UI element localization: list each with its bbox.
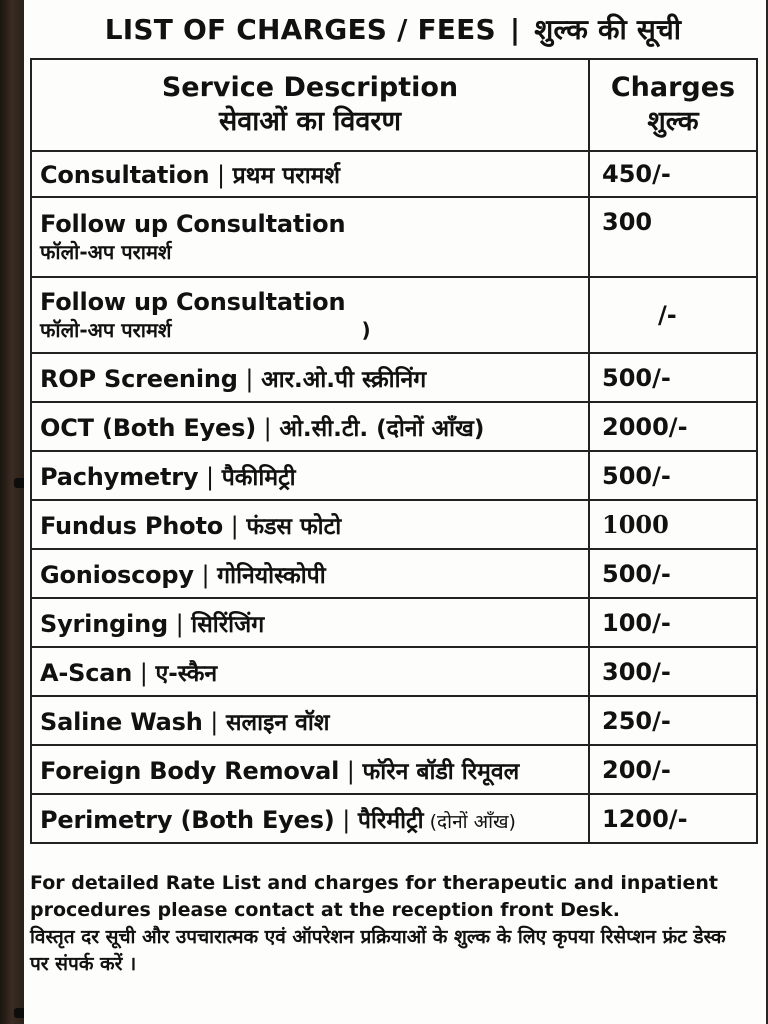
price-cell: 250/- [589, 696, 757, 745]
service-separator: | [209, 161, 233, 189]
service-en: ROP Screening [40, 364, 238, 393]
title-separator: | [509, 12, 521, 46]
service-en: Perimetry (Both Eyes) [40, 805, 335, 834]
service-en: OCT (Both Eyes) [40, 413, 256, 442]
service-separator: | [334, 805, 358, 834]
service-separator: | [237, 364, 262, 393]
service-separator: | [223, 511, 247, 540]
service-cell [31, 794, 589, 843]
service-en: Gonioscopy [40, 560, 194, 589]
service-separator: | [193, 560, 218, 589]
service-hi: आर.ओ.पी स्क्रीनिंग [261, 366, 427, 393]
price-cell: 200/- [589, 745, 757, 794]
table-row [31, 197, 757, 277]
service-cell [31, 277, 589, 353]
price-cell: 300/- [589, 647, 757, 696]
service-hi: फॉरेन बॉडी रिमूवल [362, 758, 520, 785]
service-hi: ए-स्कैन [155, 660, 218, 687]
table-row [31, 451, 757, 500]
service-en: Fundus Photo [40, 511, 224, 540]
charges-table [30, 58, 758, 844]
service-cell [31, 151, 589, 197]
service-en: Syringing [40, 609, 168, 638]
title-english: LIST OF CHARGES / FEES [104, 12, 496, 46]
header-description-en: Service Description [161, 72, 459, 103]
service-cell [31, 197, 589, 277]
service-hi: फॉलो-अप परामर्श [40, 239, 172, 264]
service-cell [31, 451, 589, 500]
price-cell: 100/- [589, 598, 757, 647]
header-charges [589, 59, 757, 151]
service-hi: फंडस फोटो [246, 513, 342, 540]
service-separator: | [198, 462, 222, 491]
service-en: Follow up Consultation [40, 287, 346, 316]
table-row [31, 277, 757, 353]
header-charges-hi: शुल्क [647, 106, 699, 137]
service-separator: | [255, 413, 280, 442]
service-hi-line [40, 316, 580, 343]
service-hi: सलाइन वॉश [225, 709, 330, 736]
table-header-row [31, 59, 757, 151]
note-hindi: विस्तृत दर सूची और उपचारात्मक एवं ऑपरेशन प्रक्रियाओं के शुल्क के लिए कृपया रिसेप्शन फ्रंट डेस्क पर संपर्क करें । [30, 926, 726, 975]
service-separator: | [202, 707, 226, 736]
service-hi-suffix: ) [361, 317, 371, 342]
service-en: Pachymetry [40, 462, 199, 491]
price-cell: 300 [589, 197, 757, 277]
price-cell: 1200/- [589, 794, 757, 843]
service-hi: पैरिमीट्री [357, 807, 424, 834]
header-charges-en: Charges [610, 72, 736, 103]
service-cell [31, 402, 589, 451]
service-hi: गोनियोस्कोपी [217, 562, 326, 589]
header-description [31, 59, 589, 151]
table-row [31, 151, 757, 197]
service-en: Consultation [40, 161, 210, 189]
page-title [30, 0, 756, 58]
title-hindi: शुल्क की सूची [534, 13, 682, 46]
table-row [31, 794, 757, 843]
service-hi: सिरिंजिंग [191, 611, 265, 638]
service-separator: | [132, 658, 156, 687]
service-separator: | [167, 609, 192, 638]
header-description-hi: सेवाओं का विवरण [219, 106, 401, 137]
price-cell: 500/- [589, 549, 757, 598]
service-cell [31, 696, 589, 745]
service-hi: प्रथम परामर्श [232, 163, 341, 189]
price-cell: 500/- [589, 451, 757, 500]
service-hi: फॉलो-अप परामर्श [40, 317, 172, 342]
service-cell [31, 647, 589, 696]
service-cell [31, 353, 589, 402]
service-cell [31, 598, 589, 647]
service-hi: पैकीमिट्री [221, 464, 296, 491]
service-en: Follow up Consultation [40, 209, 346, 238]
table-row [31, 402, 757, 451]
table-row [31, 353, 757, 402]
table-row [31, 745, 757, 794]
service-cell [31, 549, 589, 598]
price-cell: 1000 [589, 500, 757, 549]
table-row [31, 598, 757, 647]
price-cell: 2000/- [589, 402, 757, 451]
service-cell [31, 745, 589, 794]
table-row [31, 647, 757, 696]
service-cell [31, 500, 589, 549]
service-hi: ओ.सी.टी. (दोनों आँख) [279, 415, 485, 442]
service-separator: | [339, 756, 363, 785]
service-hi-suffix: (दोनों आँख) [423, 810, 516, 833]
service-en: Saline Wash [40, 707, 203, 736]
table-row [31, 549, 757, 598]
table-row [31, 696, 757, 745]
price-cell: 500/- [589, 353, 757, 402]
footer-note [30, 870, 736, 978]
price-cell: /- [589, 277, 757, 353]
service-en: A-Scan [40, 658, 133, 687]
table-row [31, 500, 757, 549]
service-en: Foreign Body Removal [40, 756, 340, 785]
note-english: For detailed Rate List and charges for therapeutic and inpatient procedures please contact at the reception front Desk. [30, 872, 718, 921]
price-cell: 450/- [589, 151, 757, 197]
